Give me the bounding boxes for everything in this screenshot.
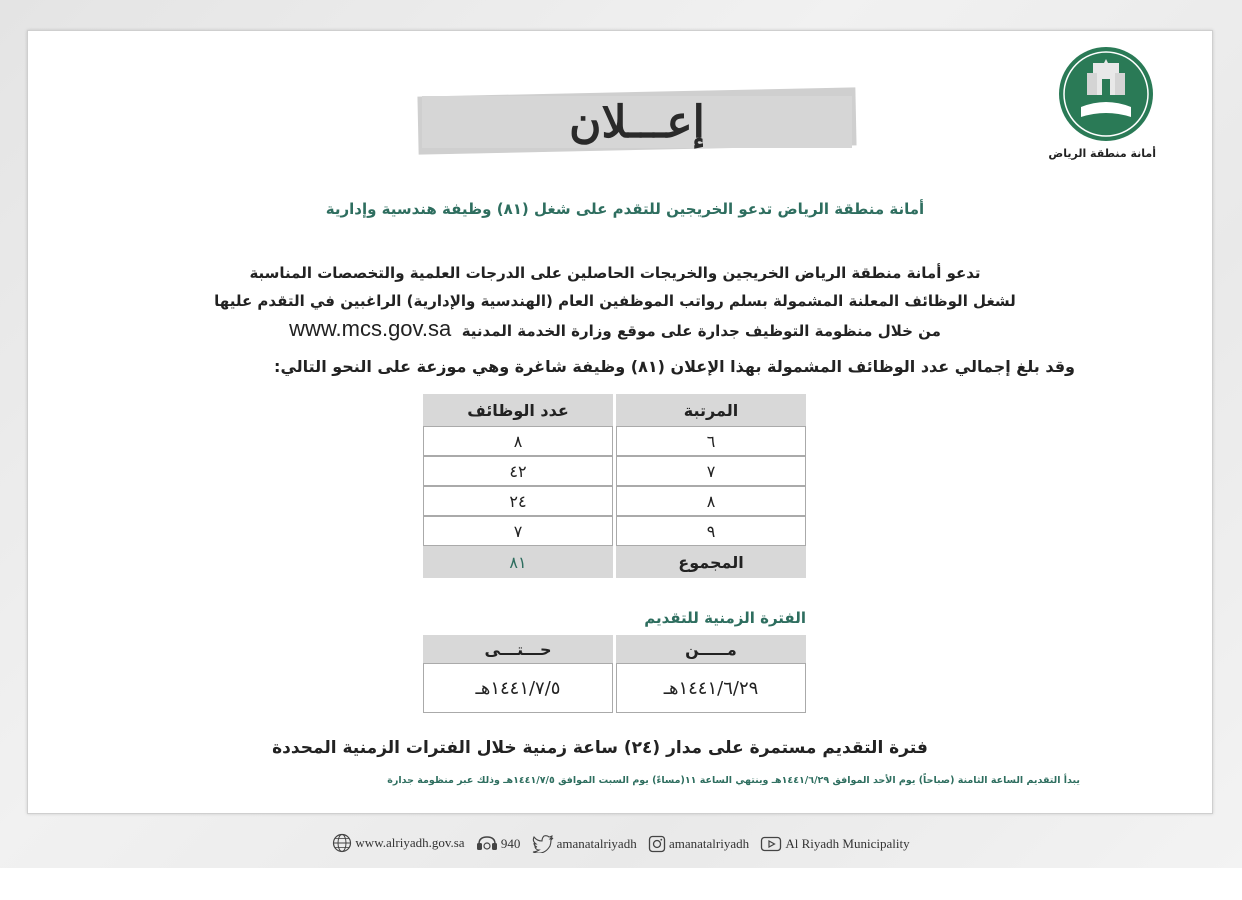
body-line-3-text: من خلال منظومة التوظيف جدارة على موقع وزارة الخدمة المدنية (461, 322, 941, 340)
footer-instagram[interactable] (648, 835, 749, 853)
announcement-subtitle: أمانة منطقة الرياض تدعو الخريجين للتقدم على شغل (٨١) وظيفة هندسية وإدارية (325, 200, 925, 218)
footer-youtube[interactable] (760, 835, 909, 853)
period-table (420, 635, 809, 713)
rank-cell: ٦ (616, 426, 806, 456)
title-banner-face (422, 96, 852, 148)
footer-twitter-text: amanatalriyadh (556, 836, 637, 851)
count-cell: ٨ (423, 426, 613, 456)
total-row (423, 546, 806, 578)
riyadh-municipality-logo (1048, 45, 1156, 169)
body-line-2: لشغل الوظائف المعلنة المشمولة بسلم رواتب الموظفين العام (الهندسية والإدارية) الراغبين في التقدم عليها (214, 292, 1016, 310)
announcement-body (120, 259, 1110, 345)
to-header: حـــتـــى (423, 635, 613, 663)
table-row (423, 426, 806, 456)
table-row (423, 486, 806, 516)
phone-icon (476, 835, 498, 853)
table-row (423, 456, 806, 486)
page-title: إعـــلان (569, 96, 705, 148)
from-date: ١٤٤١/٦/٢٩هـ (616, 663, 806, 713)
application-period-title: الفترة الزمنية للتقديم (644, 609, 806, 627)
count-cell: ٢٤ (423, 486, 613, 516)
riyadh-emblem-icon (1057, 45, 1155, 143)
instagram-icon (648, 835, 666, 853)
youtube-icon (760, 835, 782, 853)
twitter-icon (532, 835, 554, 853)
footer-website[interactable] (332, 833, 464, 853)
schedule-note: يبدأ التقديم الساعة الثامنة (صباحاً) يوم الأحد الموافق ١٤٤١/٦/٢٩هـ وينتهي الساعة ١١(مساءً) يوم السبت الموافق ١٤٤١/٧/٥هـ وذلك عبر منظومة جدارة (387, 775, 1080, 786)
table-row (423, 516, 806, 546)
rank-header: المرتبة (616, 394, 806, 426)
count-cell: ٧ (423, 516, 613, 546)
rank-cell: ٧ (616, 456, 806, 486)
title-banner (418, 88, 856, 152)
footer-phone[interactable] (476, 835, 521, 853)
total-jobs-line: وقد بلغ إجمالي عدد الوظائف المشمولة بهذا الإعلان (٨١) وظيفة شاغرة وهي موزعة على النحو التالي: (274, 357, 1075, 376)
footer-instagram-text: amanatalriyadh (668, 836, 750, 851)
to-date: ١٤٤١/٧/٥هـ (423, 663, 613, 713)
footer-phone-text: 940 (500, 836, 521, 851)
jobs-table (420, 394, 809, 578)
body-line-3 (120, 315, 1110, 345)
globe-icon (332, 833, 352, 853)
total-value: ٨١ (423, 546, 613, 578)
rank-cell: ٨ (616, 486, 806, 516)
contact-footer (0, 833, 1242, 857)
mcs-website-link[interactable]: www.mcs.gov.sa (289, 316, 452, 341)
table-row (423, 663, 806, 713)
count-cell: ٤٢ (423, 456, 613, 486)
footer-website-text: www.alriyadh.gov.sa (355, 835, 465, 850)
duration-text: فترة التقديم مستمرة على مدار (٢٤) ساعة زمنية خلال الفترات الزمنية المحددة (272, 738, 928, 758)
from-header: مـــــن (616, 635, 806, 663)
total-label: المجموع (616, 546, 806, 578)
logo-org-name: أمانة منطقة الرياض (1048, 147, 1156, 160)
footer-youtube-text: Al Riyadh Municipality (785, 836, 910, 851)
footer-twitter[interactable] (532, 835, 637, 853)
rank-cell: ٩ (616, 516, 806, 546)
body-line-1: تدعو أمانة منطقة الرياض الخريجين والخريجات الحاصلين على الدرجات العلمية والتخصصات المناسبة (249, 264, 981, 282)
count-header: عدد الوظائف (423, 394, 613, 426)
